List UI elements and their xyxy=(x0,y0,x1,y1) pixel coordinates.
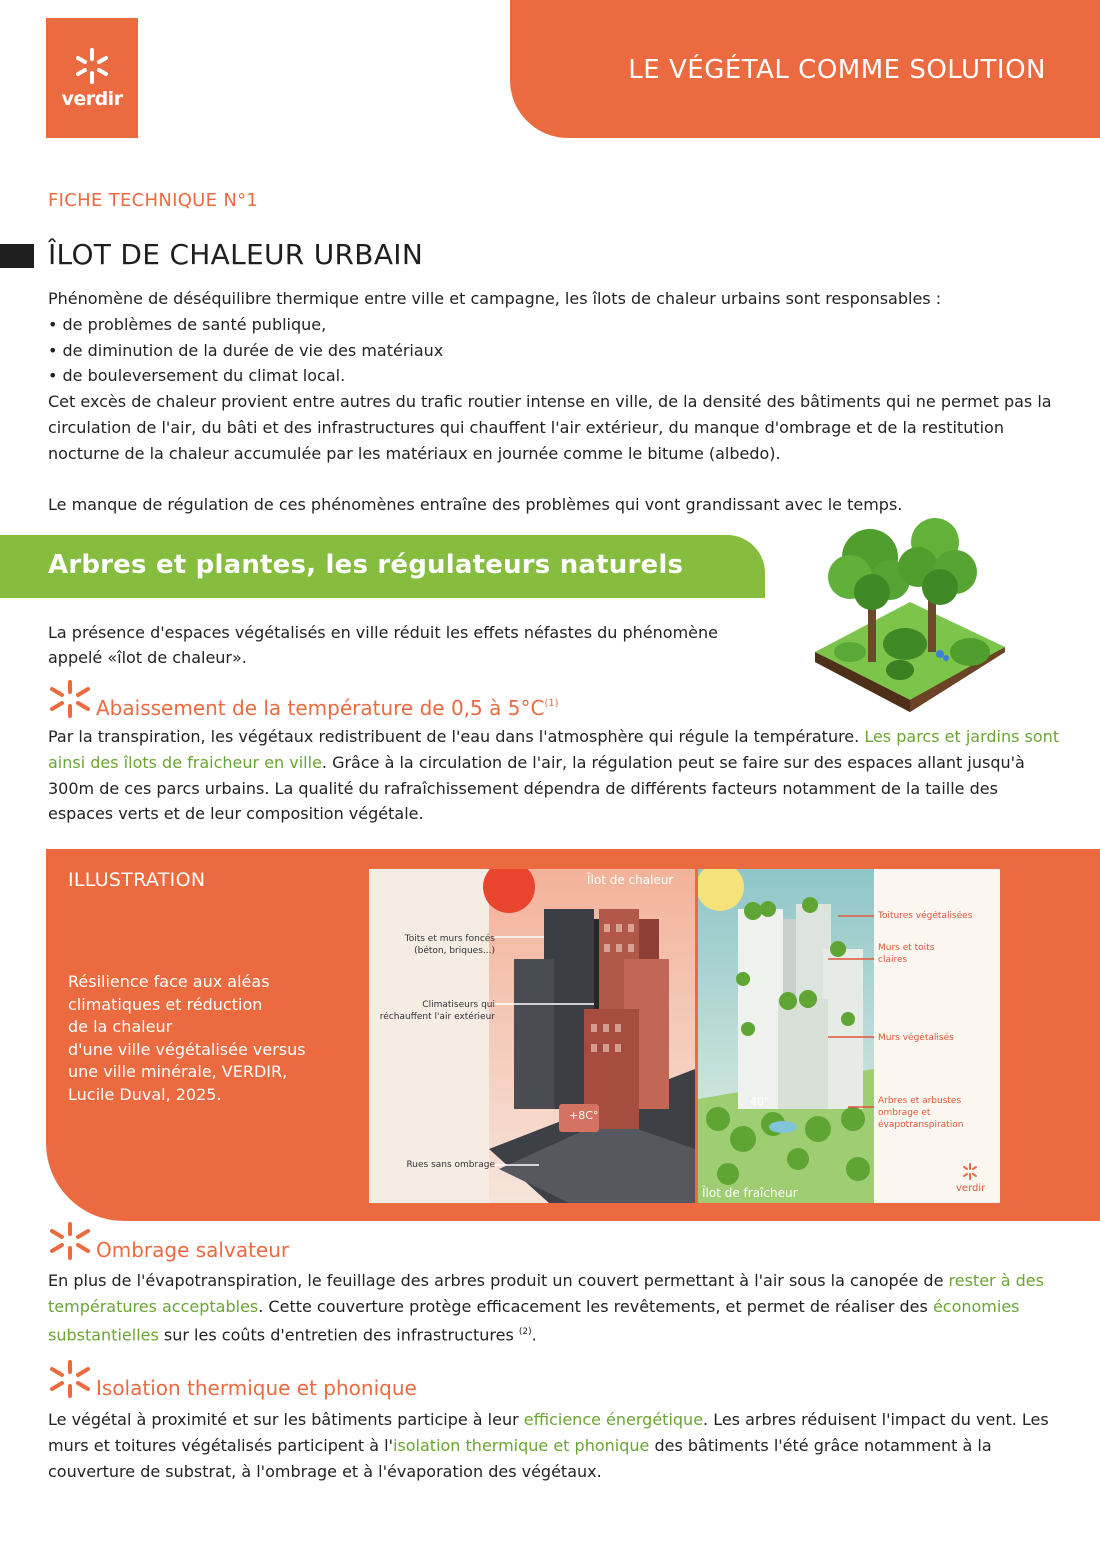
callout: Murs et toits xyxy=(878,943,935,953)
intro-conclusion: Le manque de régulation de ces phénomènes entraîne des problèmes qui vont grandissant avec le temps. xyxy=(48,495,903,515)
temperature-heading xyxy=(48,680,559,718)
cool-temperature: 40° xyxy=(750,1095,770,1108)
callout: claires xyxy=(878,955,908,965)
callout: Murs végétalisés xyxy=(878,1033,954,1043)
callout: Toitures végétalisées xyxy=(878,911,973,921)
temperature-text: Par la transpiration, les végétaux redistribuent de l'eau dans l'atmosphère qui régule la température. Les parcs et jardins sont ainsi des îlots de fraicheur en ville. Grâce à la circulation de l'air, la régulation peut se faire sur des espaces allant jusqu'à 300m de ces parcs urbains. La qualité du rafraîchissement dépendra de différents facteurs notamment de la taille des espaces verts et de leur composition végétale. xyxy=(48,727,1060,824)
callout: (béton, briques...) xyxy=(414,946,495,956)
callout: évapotranspiration xyxy=(878,1120,964,1130)
verdir-star-icon xyxy=(72,46,112,86)
highlight: rester à des températures acceptables xyxy=(48,1271,1044,1316)
highlight: Les parcs et jardins sont ainsi des îlots de fraicheur en ville xyxy=(48,727,1060,772)
ombrage-heading-text: Ombrage salvateur xyxy=(96,1238,290,1262)
footnote-ref: (2) xyxy=(518,1326,532,1337)
verdir-star-icon xyxy=(48,1360,92,1398)
ombrage-heading xyxy=(48,1222,289,1260)
callout: Arbres et arbustes xyxy=(878,1096,962,1106)
temperature-heading-text: Abaissement de la température de 0,5 à 5°C xyxy=(96,696,545,720)
isolation-text: Le végétal à proximité et sur les bâtiments participe à leur efficience énergétique. Les arbres réduisent l'impact du vent. Les murs et toitures végétalisés participent à l'isolation thermique et phonique des bâtiments l'été grâce notamment à la couverture de substrat, à l'ombrage et à l'évaporation des végétaux. xyxy=(48,1410,1049,1481)
ombrage-text: En plus de l'évapotranspiration, le feuillage des arbres produit un couvert permettant à l'air sous la canopée de rester à des températures acceptables. Cette couverture protège efficacement les revêtements, et permet de réaliser des économies substantielles sur les coûts d'entretien des infrastructures $^{(2)}$. xyxy=(48,1271,1044,1344)
intro-bullet: • de diminution de la durée de vie des matériaux xyxy=(48,340,444,360)
cool-panel-brand: verdir xyxy=(956,1183,986,1194)
heat-temperature: +8C° xyxy=(569,1109,599,1122)
callout: réchauffent l'air extérieur xyxy=(379,1012,495,1022)
intro-text xyxy=(48,286,1068,518)
intro-lead: Phénomène de déséquilibre thermique entre ville et campagne, les îlots de chaleur urbains sont responsables : xyxy=(48,289,942,308)
isolation-heading-text: Isolation thermique et phonique xyxy=(96,1376,417,1400)
heat-island-label: Îlot de chaleur xyxy=(587,873,674,887)
fiche-label: FICHE TECHNIQUE N°1 xyxy=(48,190,259,211)
callout: ombrage et xyxy=(878,1108,931,1118)
intro-cause: Cet excès de chaleur provient entre autres du trafic routier intense en ville, de la densité des bâtiments qui ne permet pas la circulation de l'air, du bâti et des infrastructures qui chauffent l'air extérieur, du manque d'ombrage et de la restitution nocturne de la chaleur accumulée par les matériaux en journée comme le bitume (albedo). xyxy=(48,392,1052,463)
highlight: efficience énergétique xyxy=(523,1410,704,1429)
title-marker xyxy=(0,244,34,268)
illustration-title: ILLUSTRATION xyxy=(68,869,206,891)
section-banner xyxy=(0,535,765,598)
highlight: isolation thermique et phonique xyxy=(392,1435,650,1455)
highlight: économies substantielles xyxy=(48,1296,1020,1344)
verdir-logo xyxy=(46,18,138,138)
page-title: ÎLOT DE CHALEUR URBAIN xyxy=(48,238,424,271)
trees-illustration xyxy=(810,512,1010,717)
header-banner xyxy=(510,0,1100,138)
heat-island-city-image xyxy=(369,869,695,1203)
presence-text: La présence d'espaces végétalisés en ville réduit les effets néfastes du phénomène appelé «îlot de chaleur». xyxy=(48,623,718,667)
footnote-ref: (1) xyxy=(544,698,559,709)
illustration-caption: Résilience face aux aléas climatiques et réduction de la chaleur d'une ville végétalisée versus une ville minérale, VERDIR, Lucile Duval, 2025. xyxy=(68,972,306,1104)
callout: Climatiseurs qui xyxy=(422,1000,495,1010)
header-banner-text: LE VÉGÉTAL COMME SOLUTION xyxy=(628,55,1046,85)
verdir-star-icon xyxy=(48,680,92,718)
cool-island-label: Îlot de fraîcheur xyxy=(702,1186,798,1200)
callout: Rues sans ombrage xyxy=(406,1160,495,1170)
intro-bullet: • de bouleversement du climat local. xyxy=(48,366,346,386)
intro-bullet: • de problèmes de santé publique, xyxy=(48,314,327,334)
callout: Toits et murs foncés xyxy=(404,934,495,944)
heat-island-panel xyxy=(369,869,695,1203)
cool-island-panel xyxy=(698,869,1000,1203)
logo-text: verdir xyxy=(61,88,123,110)
section-banner-text: Arbres et plantes, les régulateurs naturels xyxy=(48,550,684,580)
verdir-star-icon xyxy=(48,1222,92,1260)
isolation-heading xyxy=(48,1360,417,1398)
